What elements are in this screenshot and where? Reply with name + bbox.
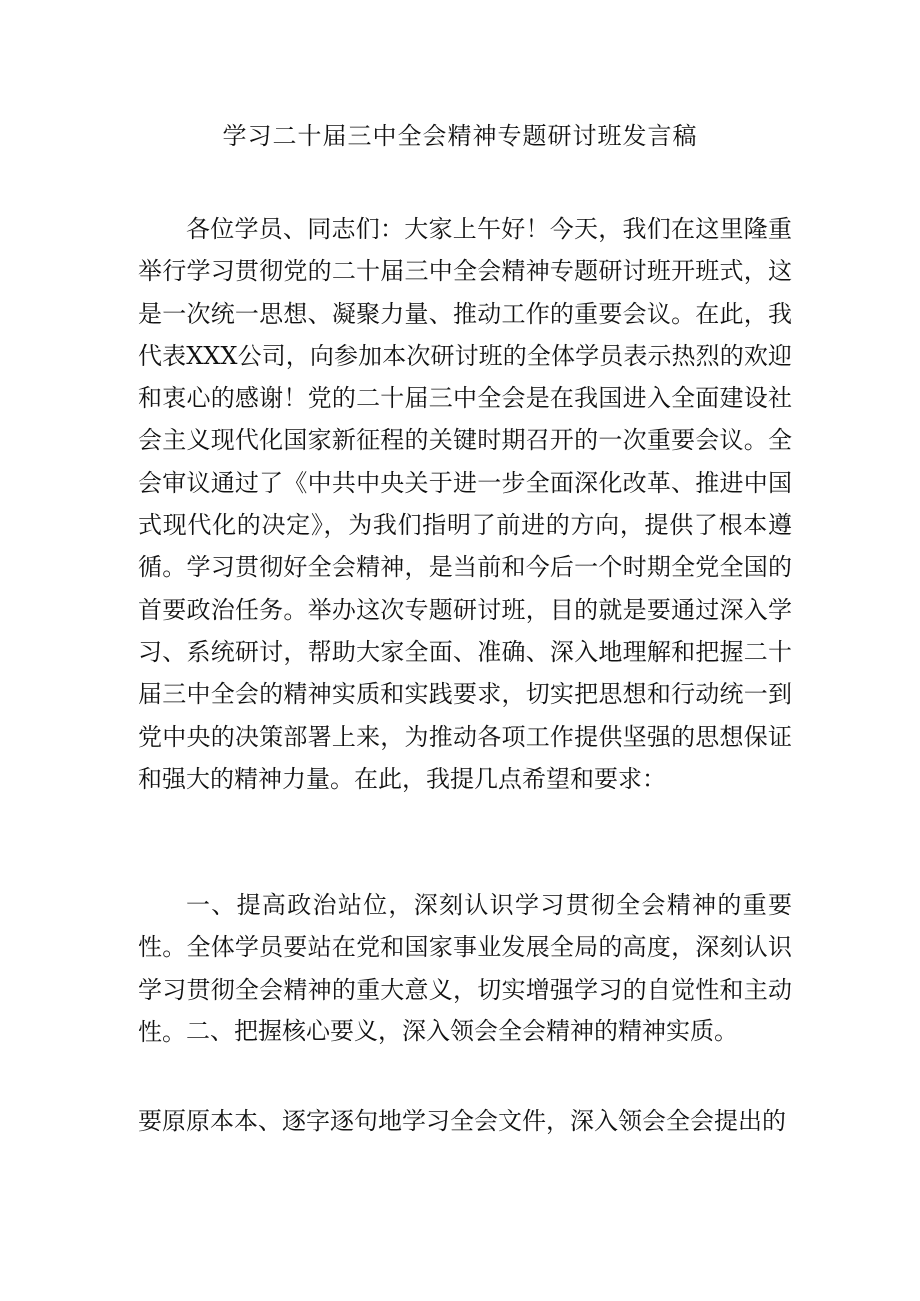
paragraph-point-one: 一、提高政治站位，深刻认识学习贯彻全会精神的重要性。全体学员要站在党和国家事业发展全局的高度，深刻认识学习贯彻全会精神的重大意义，切实增强学习的自觉性和主动性。 (138, 891, 792, 1046)
paragraph-continuation: 要原原本本、逐字逐句地学习全会文件，深入领会全会提出的 (138, 1107, 786, 1135)
paragraph-opening-remarks: 各位学员、同志们：大家上午好！今天，我们在这里隆重举行学习贯彻党的二十届三中全会精神专题研讨班开班式，这是一次统一思想、凝聚力量、推动工作的重要会议。在此，我代表XXX公司，向参加本次研讨班的全体学员表示热烈的欢迎和衷心的感谢！党的二十届三中全会是在我国进入全面建设社会主义现代化国家新征程的关键时期召开的一次重要会议。全会审议通过了《中共中央关于进一步全面深化改革、推进中国式现代化的决定》，为我们指明了前进的方向，提供了根本遵循。学习贯彻好全会精神，是当前和今后一个时期全党全国的首要政治任务。举办这次专题研讨班，目的就是要通过深入学习、系统研讨，帮助大家全面、准确、深入地理解和把握二十届三中全会的精神实质和实践要求，切实把思想和行动统一到党中央的决策部署上来，为推动各项工作提供坚强的思想保证和强大的精神力量。在此，我提几点希望和要求： (138, 215, 792, 793)
document-title: 学习二十届三中全会精神专题研讨班发言稿 (222, 122, 698, 150)
paragraph-point-two: 二、把握核心要义，深入领会全会精神的精神实质。 (186, 1017, 738, 1045)
